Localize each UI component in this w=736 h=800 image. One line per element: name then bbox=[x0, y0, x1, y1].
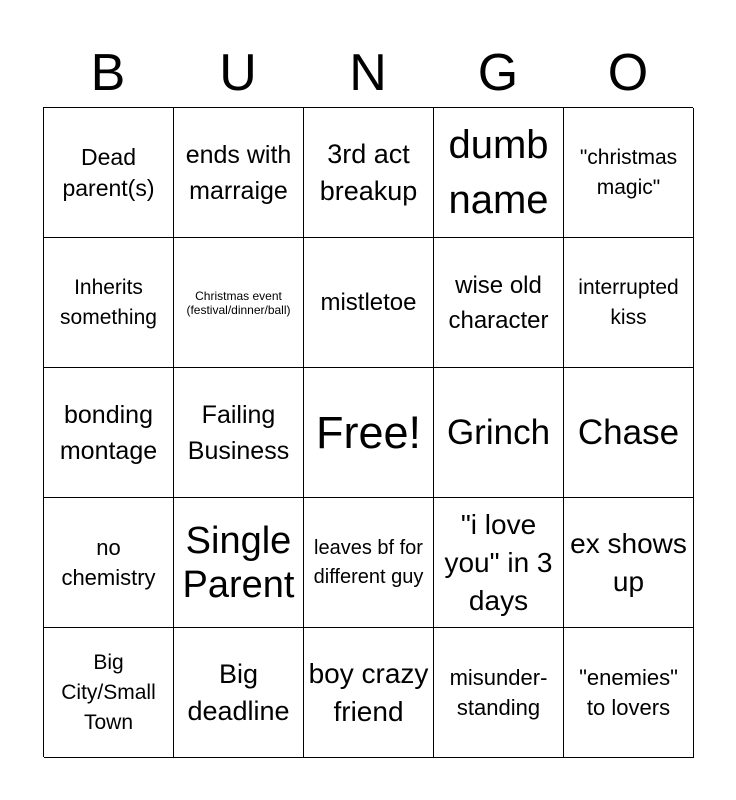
bingo-board bbox=[43, 107, 693, 757]
bingo-cell[interactable] bbox=[564, 498, 694, 628]
cell-text: dumb name bbox=[448, 122, 549, 222]
header-letter-u: U bbox=[219, 44, 257, 102]
cell-text: 3rd act breakup bbox=[319, 138, 418, 206]
cell-text: Big City/Small Town bbox=[61, 650, 156, 734]
cell-text: Christmas event (festival/dinner/ball) bbox=[186, 288, 291, 317]
cell-text: misunder-standing bbox=[449, 664, 548, 720]
bingo-cell[interactable] bbox=[304, 498, 434, 628]
bingo-cell[interactable] bbox=[434, 368, 564, 498]
header-letter-n: N bbox=[349, 44, 387, 102]
cell-text: "enemies" to lovers bbox=[579, 664, 678, 720]
bingo-cell[interactable] bbox=[174, 368, 304, 498]
cell-text: "i love you" in 3 days bbox=[444, 508, 553, 616]
cell-text: Failing Business bbox=[187, 400, 290, 465]
bingo-cell[interactable] bbox=[174, 628, 304, 758]
header-letter-g: G bbox=[477, 44, 519, 102]
cell-text: wise old character bbox=[448, 271, 549, 334]
cell-text: Single Parent bbox=[182, 519, 295, 606]
cell-text: no chemistry bbox=[61, 534, 156, 590]
bingo-cell[interactable] bbox=[564, 108, 694, 238]
header-letter-b: B bbox=[90, 44, 126, 102]
cell-text: Grinch bbox=[446, 413, 551, 452]
bingo-cell[interactable] bbox=[44, 238, 174, 368]
header-letter-o: O bbox=[607, 44, 649, 102]
cell-text: boy crazy friend bbox=[308, 657, 429, 727]
cell-text: "christmas magic" bbox=[579, 145, 678, 199]
bingo-header bbox=[43, 38, 693, 108]
cell-text: Dead parent(s) bbox=[62, 143, 155, 201]
bingo-cell[interactable] bbox=[44, 498, 174, 628]
cell-text: Big deadline bbox=[187, 658, 290, 726]
bingo-cell[interactable] bbox=[174, 108, 304, 238]
bingo-cell[interactable] bbox=[304, 238, 434, 368]
bingo-cell[interactable] bbox=[44, 628, 174, 758]
cell-text: interrupted kiss bbox=[578, 275, 679, 329]
bingo-cell[interactable] bbox=[434, 108, 564, 238]
bingo-cell[interactable] bbox=[174, 498, 304, 628]
cell-text: leaves bf for different guy bbox=[313, 536, 424, 588]
free-space-cell[interactable] bbox=[304, 368, 434, 498]
bingo-cell[interactable] bbox=[304, 628, 434, 758]
cell-text: bonding montage bbox=[59, 400, 158, 465]
bingo-cell[interactable] bbox=[434, 498, 564, 628]
bingo-cell[interactable] bbox=[434, 238, 564, 368]
cell-text: Chase bbox=[577, 413, 680, 452]
free-space-text: Free! bbox=[315, 406, 422, 458]
cell-text: ex shows up bbox=[570, 527, 687, 597]
cell-text: Inherits something bbox=[60, 275, 157, 329]
cell-text: ends with marraige bbox=[185, 140, 292, 205]
bingo-cell[interactable] bbox=[564, 238, 694, 368]
bingo-cell[interactable] bbox=[434, 628, 564, 758]
bingo-cell[interactable] bbox=[44, 108, 174, 238]
bingo-cell[interactable] bbox=[304, 108, 434, 238]
bingo-cell[interactable] bbox=[564, 628, 694, 758]
cell-text: mistletoe bbox=[320, 289, 417, 316]
bingo-cell[interactable] bbox=[564, 368, 694, 498]
bingo-cell[interactable] bbox=[44, 368, 174, 498]
bingo-cell[interactable] bbox=[174, 238, 304, 368]
